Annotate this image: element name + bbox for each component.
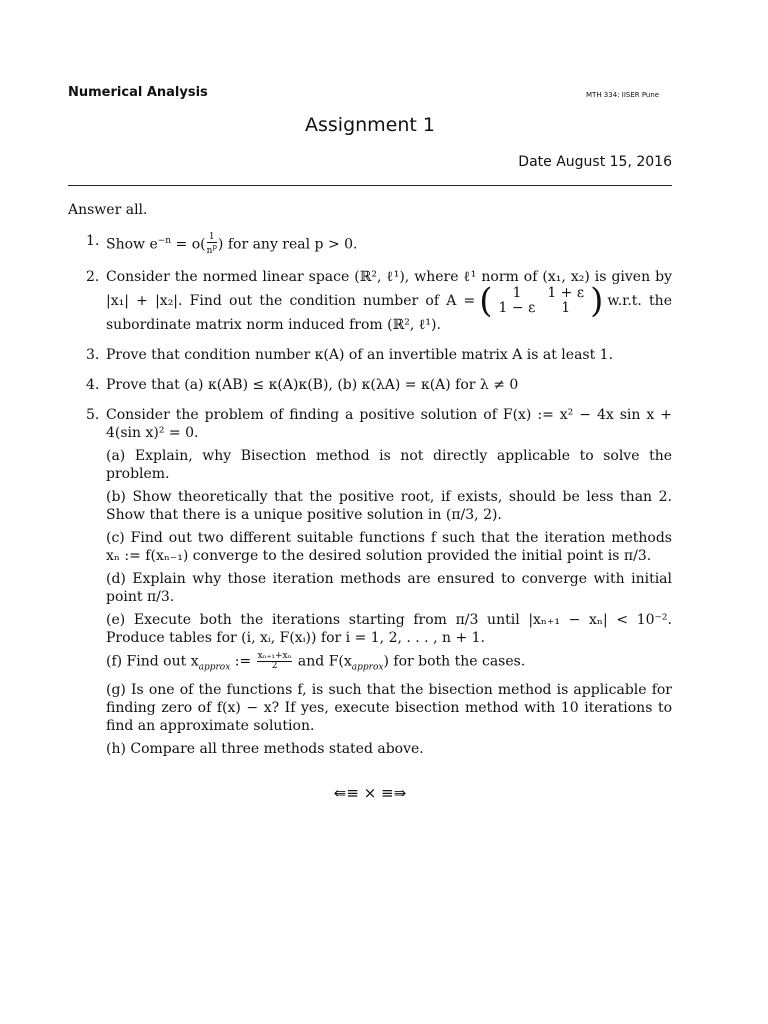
- matrix-cell: 1 − ε: [498, 300, 536, 317]
- part-e: (e) Execute both the iterations starting from π/3 until |xₙ₊₁ − xₙ| < 10⁻². Produce tables for (i, xᵢ, F(xᵢ)) for i = 1, 2, . . . , n + 1.: [106, 612, 672, 647]
- question-number: 5.: [86, 407, 100, 424]
- part-a: (a) Explain, why Bisection method is not directly applicable to solve the problem.: [106, 448, 672, 483]
- q1-frac-den: n: [206, 246, 213, 257]
- approx-frac-num: xₙ₊₁+xₙ: [257, 651, 292, 662]
- question-number: 4.: [86, 377, 100, 394]
- part-f-text: (f) Find out x: [106, 653, 199, 670]
- matrix-a: [479, 281, 604, 322]
- q1-text-a: Show e: [106, 236, 158, 253]
- course-name: Numerical Analysis: [68, 85, 208, 100]
- q1-exponent: −n: [157, 236, 172, 246]
- part-f: [106, 652, 672, 676]
- part-f-text: and F(x: [293, 653, 352, 670]
- question-number: 1.: [86, 233, 100, 249]
- part-f-text: :=: [230, 653, 252, 670]
- q1-text-b: = o(: [171, 236, 206, 253]
- part-c: (c) Find out two different suitable functions f such that the iteration methods xₙ := f(xₙ₋₁) converge to the desired solution provided the initial point is π/3.: [106, 530, 672, 565]
- question-2: [68, 268, 672, 334]
- matrix-cell: 1: [512, 285, 522, 302]
- question-text: Consider the problem of finding a positive solution of F(x) := x² − 4x sin x + 4(sin x)² = 0.: [106, 407, 672, 442]
- q2-text-a: Consider the normed linear space (ℝ², ℓ¹), where ℓ¹ norm of (x₁, x₂) is given by |x₁| + |x₂|. Find out the condition number of A =: [106, 269, 672, 310]
- document-page: [68, 0, 672, 1024]
- question-number: 2.: [86, 269, 100, 286]
- question-text: Prove that (a) κ(AB) ≤ κ(A)κ(B), (b) κ(λA) = κ(A) for λ ≠ 0: [106, 377, 519, 394]
- part-b: (b) Show theoretically that the positive root, if exists, should be less than 2. Show that there is a unique positive solution in (π/3, 2).: [106, 489, 672, 524]
- instruction: Answer all.: [68, 202, 148, 218]
- approx-fraction: [257, 652, 293, 671]
- part-g: (g) Is one of the functions f, is such that the bisection method is applicable for finding zero of f(x) − x? If yes, execute bisection method with 10 iterations to find an approximate solution.: [106, 682, 672, 735]
- end-mark: ⇚≡ × ≡⇛: [333, 784, 407, 802]
- assignment-date: Date August 15, 2016: [518, 154, 672, 170]
- question-1: [68, 232, 672, 256]
- q1-text-c: ) for any real p > 0.: [217, 236, 358, 253]
- matrix-cell: 1: [561, 300, 571, 317]
- approx-subscript: approx: [351, 662, 384, 673]
- question-list: [68, 232, 672, 770]
- left-paren: (: [479, 281, 493, 322]
- q1-frac-num: 1: [207, 233, 217, 243]
- question-3: [68, 346, 672, 364]
- q2-text-b: w.r.t. the subordinate matrix norm induced from (ℝ², ℓ¹).: [106, 293, 672, 334]
- question-text: [106, 268, 672, 334]
- question-text: Prove that condition number κ(A) of an invertible matrix A is at least 1.: [106, 347, 614, 364]
- approx-frac-den: 2: [271, 661, 278, 672]
- q1-fraction: [207, 233, 217, 256]
- part-f-text: ) for both the cases.: [383, 653, 526, 670]
- question-text: [106, 232, 672, 256]
- part-d: (d) Explain why those iteration methods are ensured to converge with initial point π/3.: [106, 571, 672, 606]
- question-number: 3.: [86, 347, 100, 364]
- part-h: (h) Compare all three methods stated above.: [106, 741, 424, 758]
- question-4: [68, 376, 672, 394]
- q1-frac-den-sup: p: [212, 243, 217, 252]
- matrix-cell: 1 + ε: [547, 285, 585, 302]
- course-code: MTH 334: IISER Pune: [586, 91, 660, 99]
- header-divider: [68, 185, 672, 186]
- right-paren: ): [590, 281, 604, 322]
- approx-subscript: approx: [198, 662, 231, 673]
- page-title: Assignment 1: [305, 114, 435, 136]
- question-5: [68, 406, 672, 758]
